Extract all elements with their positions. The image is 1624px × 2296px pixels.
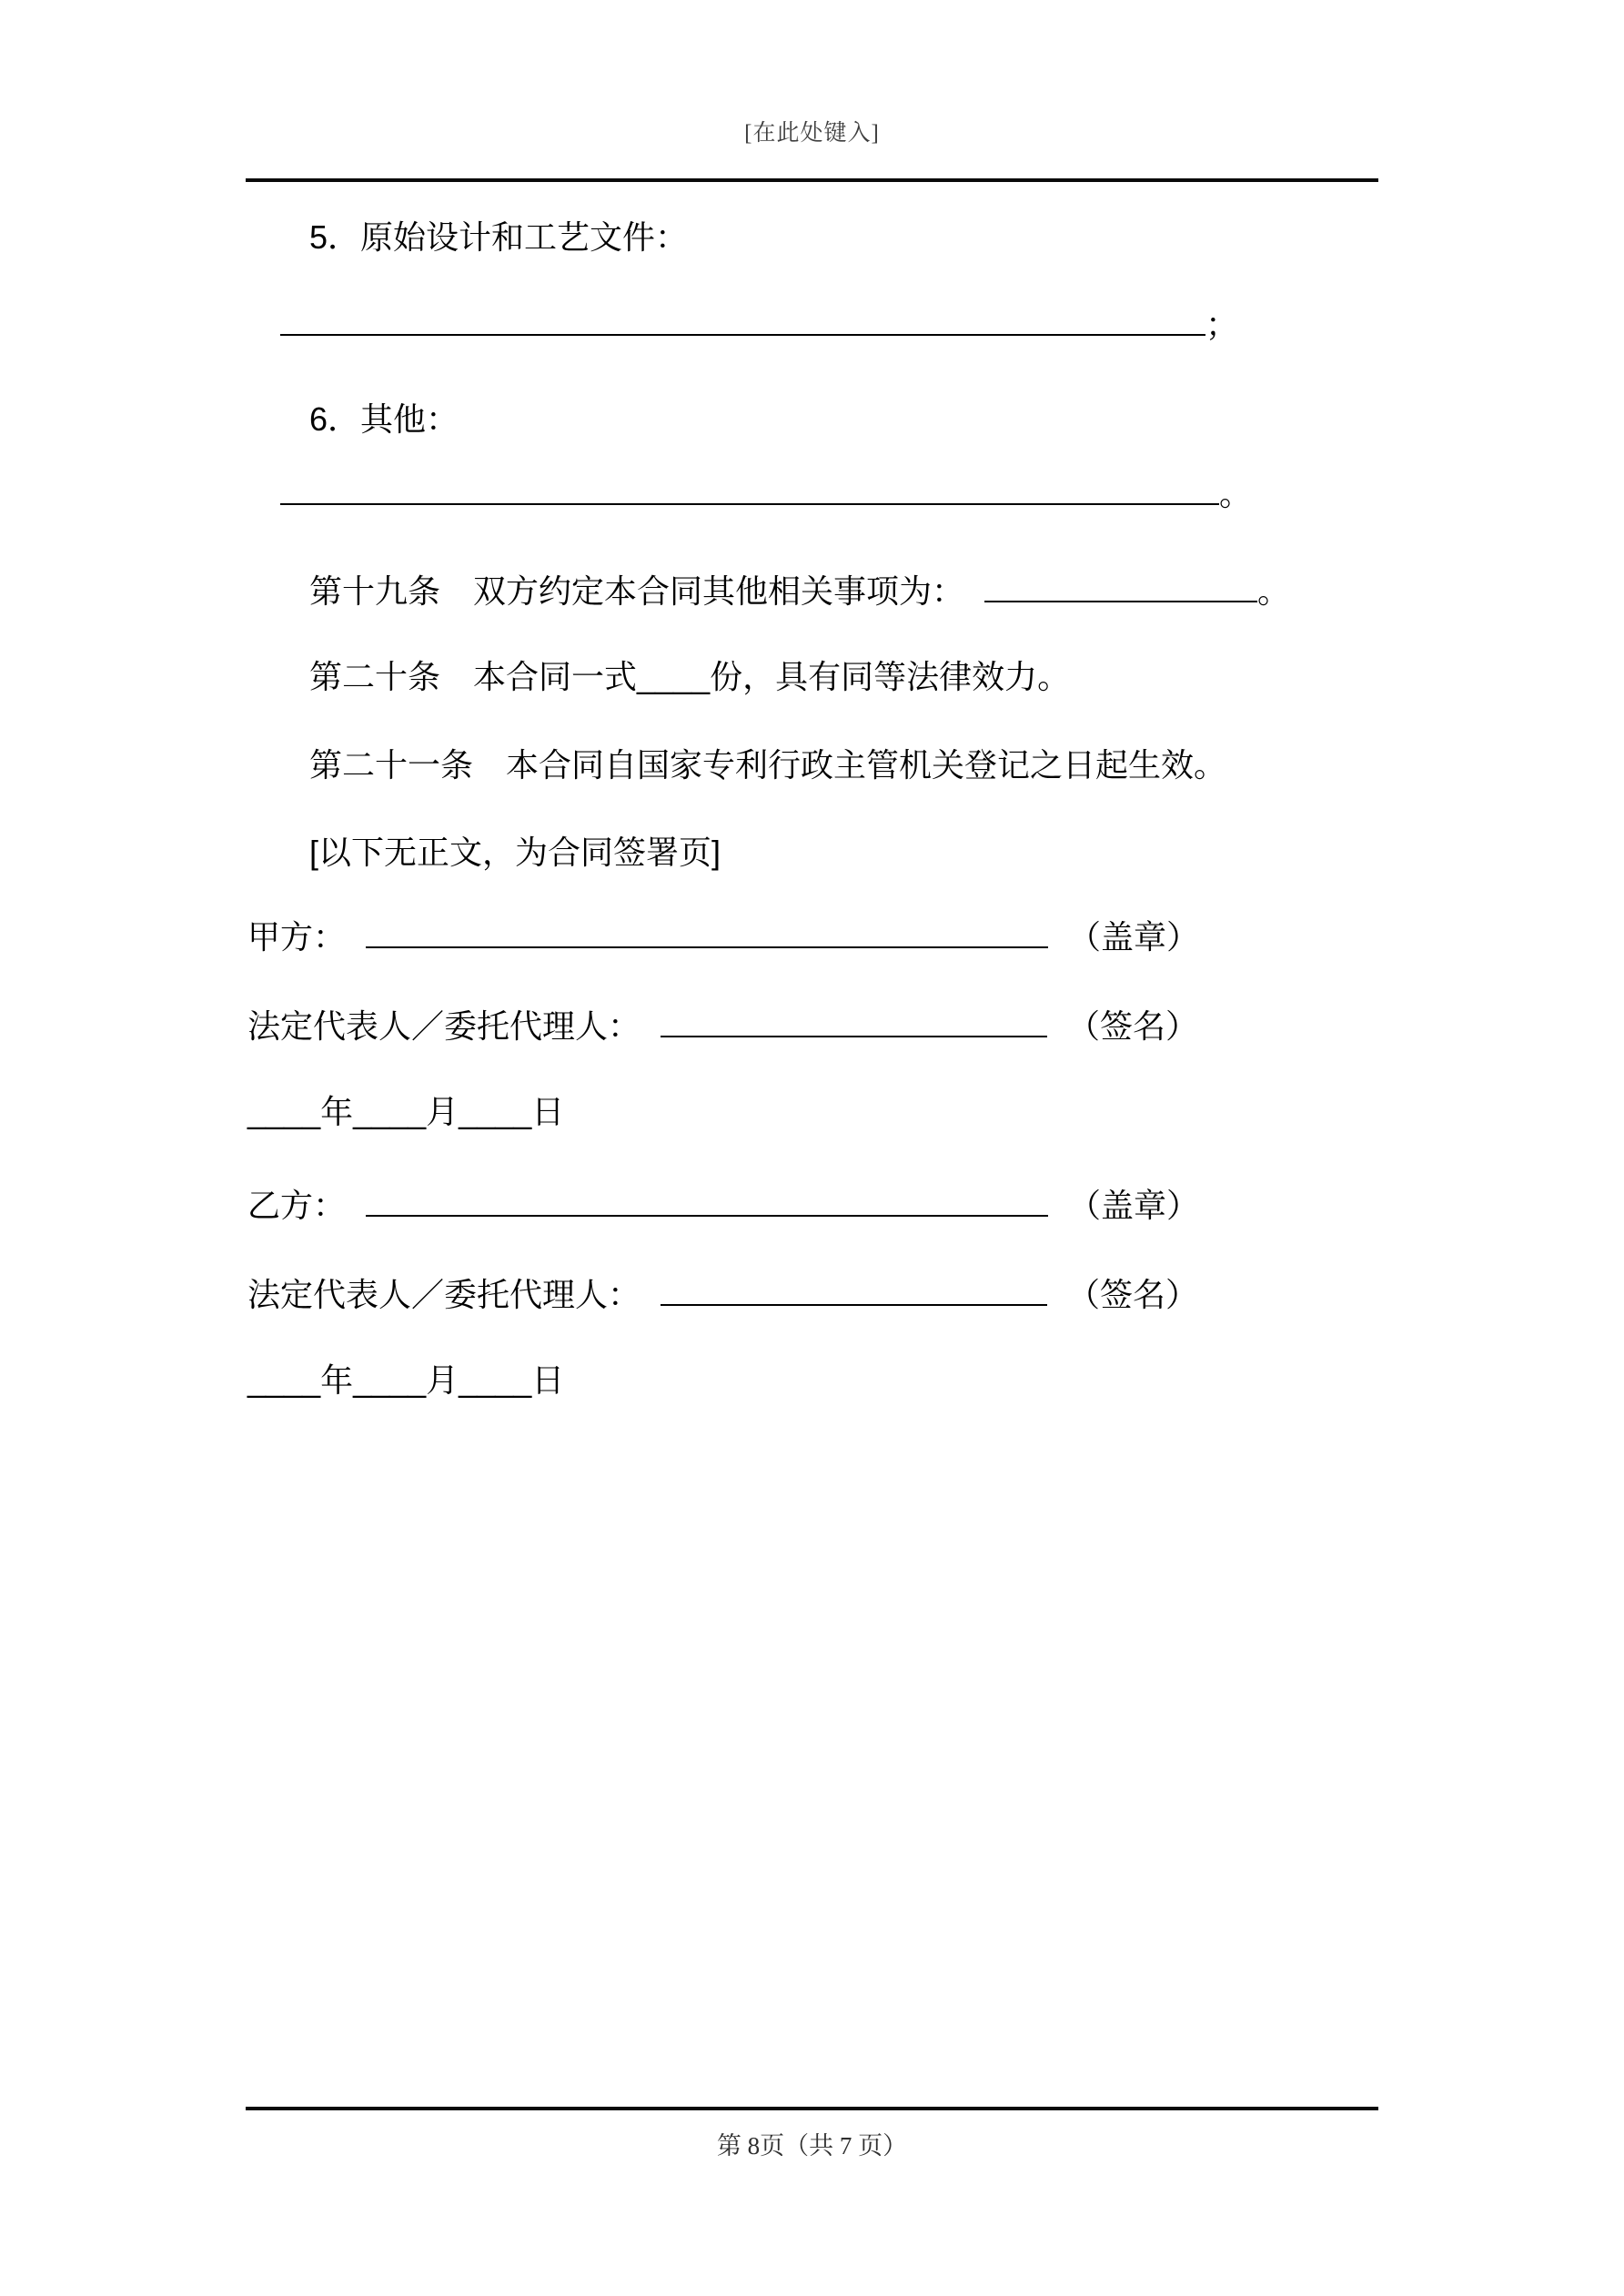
clause-6-fill-blank	[280, 472, 1219, 505]
clause-5-label: 5．原始设计和工艺文件：	[309, 218, 689, 256]
party-b-sign-label: （签名）	[1067, 1276, 1199, 1313]
header-divider-line	[246, 178, 1378, 182]
party-b-rep-blank	[661, 1273, 1047, 1306]
party-b-seal-label: （盖章）	[1068, 1187, 1200, 1224]
signature-page-note: [以下无正文，为合同签署页]	[309, 834, 721, 871]
article-20-text: 第二十条 本合同一式____份，具有同等法律效力。	[309, 658, 1071, 695]
party-b-date-line: ____年____月____日	[247, 1361, 565, 1399]
party-b-rep-line	[247, 1273, 1198, 1311]
party-b-label: 乙方：	[247, 1187, 347, 1224]
party-b-rep-label: 法定代表人／委托代理人：	[247, 1276, 641, 1313]
party-a-line	[247, 915, 1199, 954]
header-type-here-placeholder[interactable]: [在此处键入]	[744, 121, 880, 146]
party-a-sign-label: （签名）	[1067, 1007, 1199, 1045]
party-a-name-blank	[366, 915, 1048, 948]
article-19-fill-blank	[984, 570, 1257, 602]
clause-5-blank-suffix: ；	[1205, 306, 1239, 343]
party-a-seal-label: （盖章）	[1068, 918, 1200, 956]
party-b-line	[247, 1184, 1199, 1222]
clause-6-label: 6．其他：	[309, 400, 459, 438]
article-21-text: 第二十一条 本合同自国家专利行政主管机关登记之日起生效。	[309, 746, 1227, 784]
article-19	[309, 570, 1290, 608]
footer-page-number: 第 8页（共 7 页）	[716, 2132, 908, 2159]
party-a-rep-blank	[661, 1005, 1047, 1037]
article-19-suffix: 。	[1257, 572, 1291, 610]
party-a-rep-line	[247, 1005, 1198, 1043]
party-a-rep-label: 法定代表人／委托代理人：	[247, 1007, 641, 1045]
clause-6-blank-line	[280, 472, 1252, 511]
footer-divider-line	[246, 2107, 1378, 2110]
clause-5-blank-line	[280, 303, 1238, 341]
party-b-name-blank	[366, 1184, 1048, 1217]
clause-5-fill-blank	[280, 303, 1205, 336]
clause-6-blank-suffix: 。	[1219, 475, 1253, 512]
party-a-label: 甲方：	[247, 918, 347, 956]
article-19-text: 第十九条 双方约定本合同其他相关事项为：	[309, 572, 965, 610]
party-a-date-line: ____年____月____日	[247, 1093, 565, 1130]
